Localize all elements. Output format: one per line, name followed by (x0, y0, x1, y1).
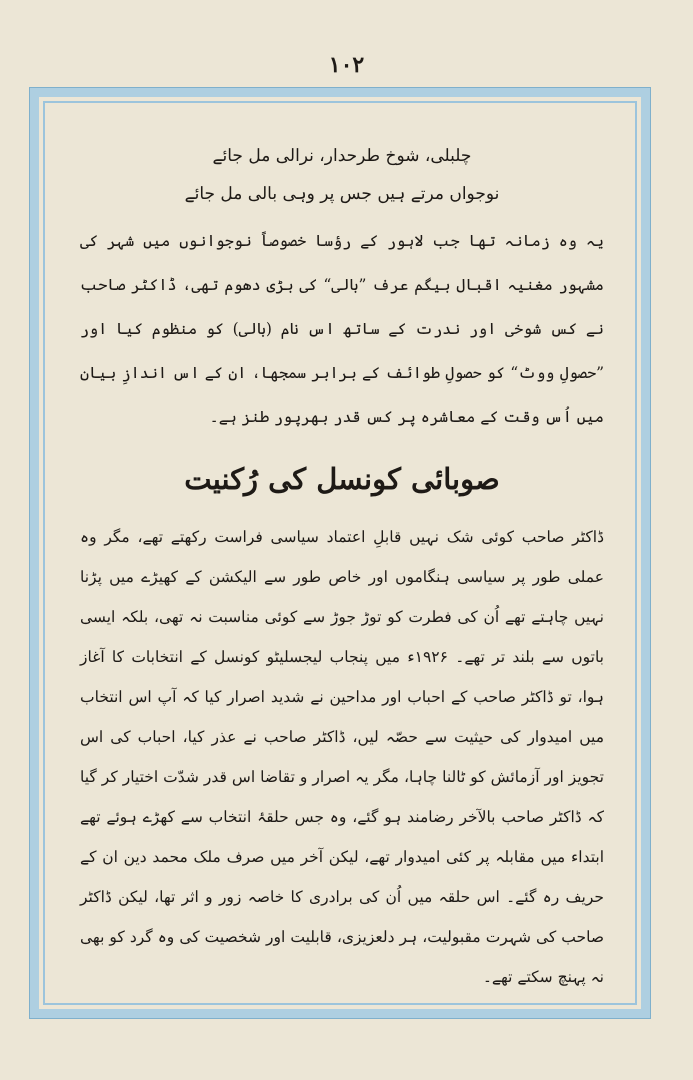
section-heading: صوبائی کونسل کی رُکنیت (184, 462, 500, 496)
page-content (80, 125, 604, 997)
paragraph-1: یہ وہ زمانہ تھا جب لاہور کے رؤسا خصوصاً نوجوانوں میں شہر کی مشہور مغنیہ اقبال بیگم عرف ”بالی“ کی بڑی دھوم تھی، ڈاکٹر صاحب نے کس شوخی اور ندرت کے ساتھ اس نام (بالی) کو منظوم کیا اور ”حصولِ ووٹ“ کو حصولِ طوائف کے برابر سمجھا، ان کے اس اندازِ بیان میں اُس وقت کے معاشرہ پر کس قدر بھرپور طنز ہے۔ (80, 232, 604, 426)
verse-line-2: نوجواں مرتے ہیں جس پر وہی بالی مل جائے (184, 184, 500, 204)
page-number: ۱۰۲ (328, 52, 365, 78)
paragraph-2: ڈاکٹر صاحب کوئی شک نہیں قابلِ اعتماد سیاسی فراست رکھتے تھے، مگر وہ عملی طور پر سیاسی ہنگاموں اور خاص طور سے الیکشن کے کھیڑے میں پڑنا نہیں چاہتے تھے اُن کی فطرت کو توڑ جوڑ سے کوئی مناسبت نہ تھی، بلکہ ایسی باتوں سے بلند تر تھے۔ ۱۹۲۶ء میں پنجاب لیجسلیٹو کونسل کے انتخابات کا آغاز ہوا، تو ڈاکٹر صاحب کے احباب اور مداحین نے شدید اصرار کیا کہ آپ اس انتخاب میں امیدوار کی حیثیت سے حصّہ لیں، ڈاکٹر صاحب نے عذر کیا، احباب کی اس تجویز اور آزمائش کو ٹالنا چاہا، مگر یہ اصرار و تقاضا اس قدر شدّت اختیار کر گیا کہ ڈاکٹر صاحب بالآخر رضامند ہو گئے، وہ جس حلقۂ انتخاب سے کھڑے ہوئے تھے ابتداء میں مقابلہ پر کئی امیدوار تھے، لیکن آخر میں صرف ملک محمد دین ان کے حریف رہ گئے۔ اس حلقہ میں اُن کی برادری کا خاصہ زور و اثر تھا، لیکن ڈاکٹر صاحب کی شہرت مقبولیت، ہر دلعزیزی، قابلیت اور شخصیت کی وہ گرد کو بھی نہ پہنچ سکتے تھے۔ (80, 528, 604, 986)
verse-line-1: چلبلی، شوخ طرحدار، نرالی مل جائے (212, 146, 472, 166)
